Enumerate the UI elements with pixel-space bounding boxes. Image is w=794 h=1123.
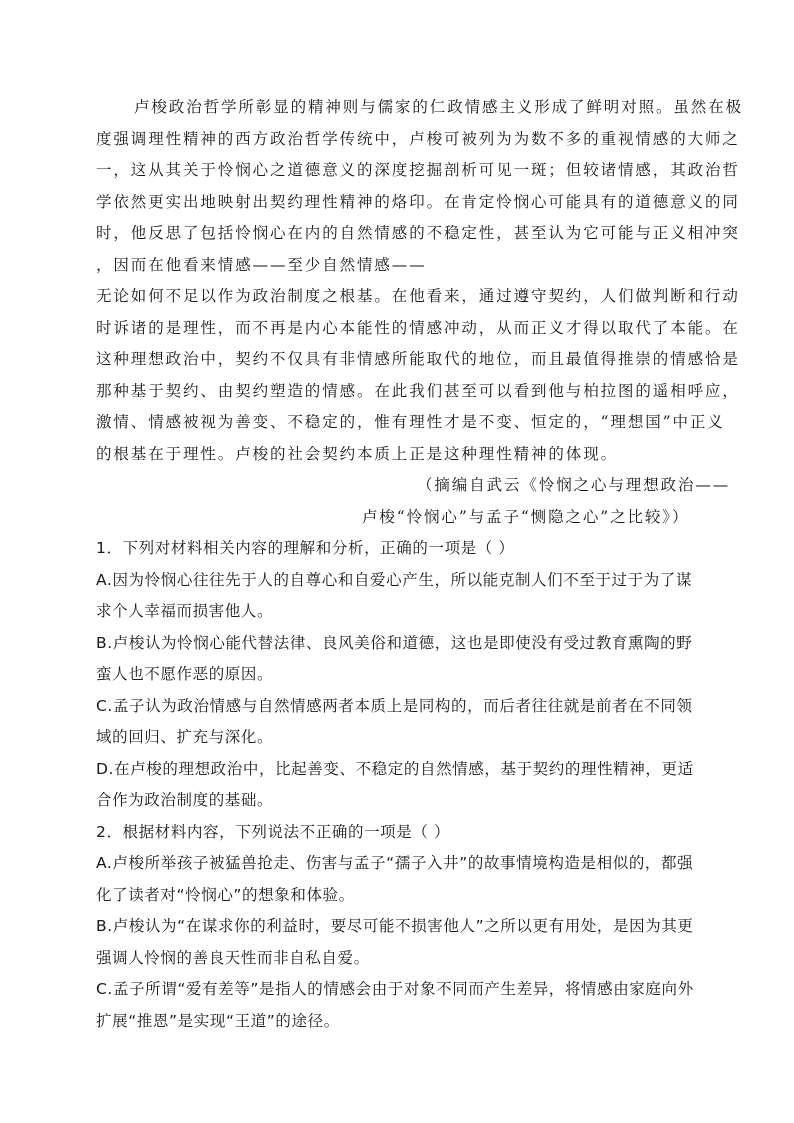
passage-line: 时诉诸的是理性，而不再是内心本能性的情感冲动，从而正义才得以取代了本能。在 <box>96 319 740 337</box>
option-a-cont: 求个人幸福而损害他人。 <box>96 602 274 620</box>
option-b-cont: 强调人怜悯的善良天性而非自私自爱。 <box>96 949 370 967</box>
passage-line: 度强调理性精神的西方政治哲学传统中，卢梭可被列为为数不多的重视情感的大师之 <box>96 130 740 148</box>
option-d-cont: 合作为政治制度的基础。 <box>96 791 274 809</box>
question-stem: 2．根据材料内容，下列说法不正确的一项是（ ） <box>96 823 451 841</box>
option-a: A.因为怜悯心往往先于人的自尊心和自爱心产生，所以能克制人们不至于过于为了谋 <box>96 571 693 589</box>
option-a: A.卢梭所举孩子被猛兽抢走、伤害与孟子“孺子入井”的故事情境构造是相似的，都强 <box>96 854 694 872</box>
source-citation-line2: 卢梭“怜悯心”与孟子“恻隐之心”之比较》） <box>362 508 690 526</box>
option-c: C.孟子认为政治情感与自然情感两者本质上是同构的，而后者往往就是前者在不同领 <box>96 697 693 715</box>
passage-line: 时，他反思了包括怜悯心在内的自然情感的不稳定性，甚至认为它可能与正义相冲突 <box>96 224 740 242</box>
option-b: B.卢梭认为“在谋求你的利益时，要尽可能不损害他人”之所以更有用处，是因为其更 <box>96 917 694 935</box>
option-b: B.卢梭认为怜悯心能代替法律、良风美俗和道德，这也是即使没有受过教育熏陶的野 <box>96 634 693 652</box>
option-b-cont: 蛮人也不愿作恶的原因。 <box>96 665 274 683</box>
passage-line: 的根基在于理性。卢梭的社会契约本质上正是这种理性精神的体现。 <box>96 445 619 463</box>
question-stem: 1．下列对材料相关内容的理解和分析，正确的一项是（ ） <box>96 539 515 557</box>
option-c-cont: 扩展“推恩”是实现“王道”的途径。 <box>96 1012 340 1030</box>
passage-line: 激情、情感被视为善变、不稳定的，惟有理性才是不变、恒定的，“理想国”中正义 <box>96 413 725 431</box>
option-d: D.在卢梭的理想政治中，比起善变、不稳定的自然情感，基于契约的理性精神，更适 <box>96 760 694 778</box>
source-citation-line1: （摘编自武云《怜悯之心与理想政治—— <box>417 476 731 494</box>
option-a-cont: 化了读者对“怜悯心”的想象和体验。 <box>96 886 355 904</box>
passage-line: ，因而在他看来情感——至少自然情感—— <box>96 256 427 274</box>
passage-line: 无论如何不足以作为政治制度之根基。在他看来，通过遵守契约，人们做判断和行动 <box>96 287 740 305</box>
passage-line: 一，这从其关于怜悯心之道德意义的深度挖掘剖析可见一斑；但较诸情感，其政治哲 <box>96 161 740 179</box>
passage-line: 学依然更实出地映射出契约理性精神的烙印。在肯定怜悯心可能具有的道德意义的同 <box>96 193 740 211</box>
option-c: C.孟子所谓“爱有差等”是指人的情感会由于对象不同而产生差异，将情感由家庭向外 <box>96 980 694 998</box>
passage-line: 这种理想政治中，契约不仅具有非情感所能取代的地位，而且最值得推崇的情感恰是 <box>96 350 740 368</box>
option-c-cont: 域的回归、扩充与深化。 <box>96 728 274 746</box>
passage-line: 那种基于契约、由契约塑造的情感。在此我们甚至可以看到他与柏拉图的遥相呼应， <box>96 382 740 400</box>
passage-line: 卢梭政治哲学所彰显的精神则与儒家的仁政情感主义形成了鲜明对照。虽然在极 <box>134 98 744 116</box>
